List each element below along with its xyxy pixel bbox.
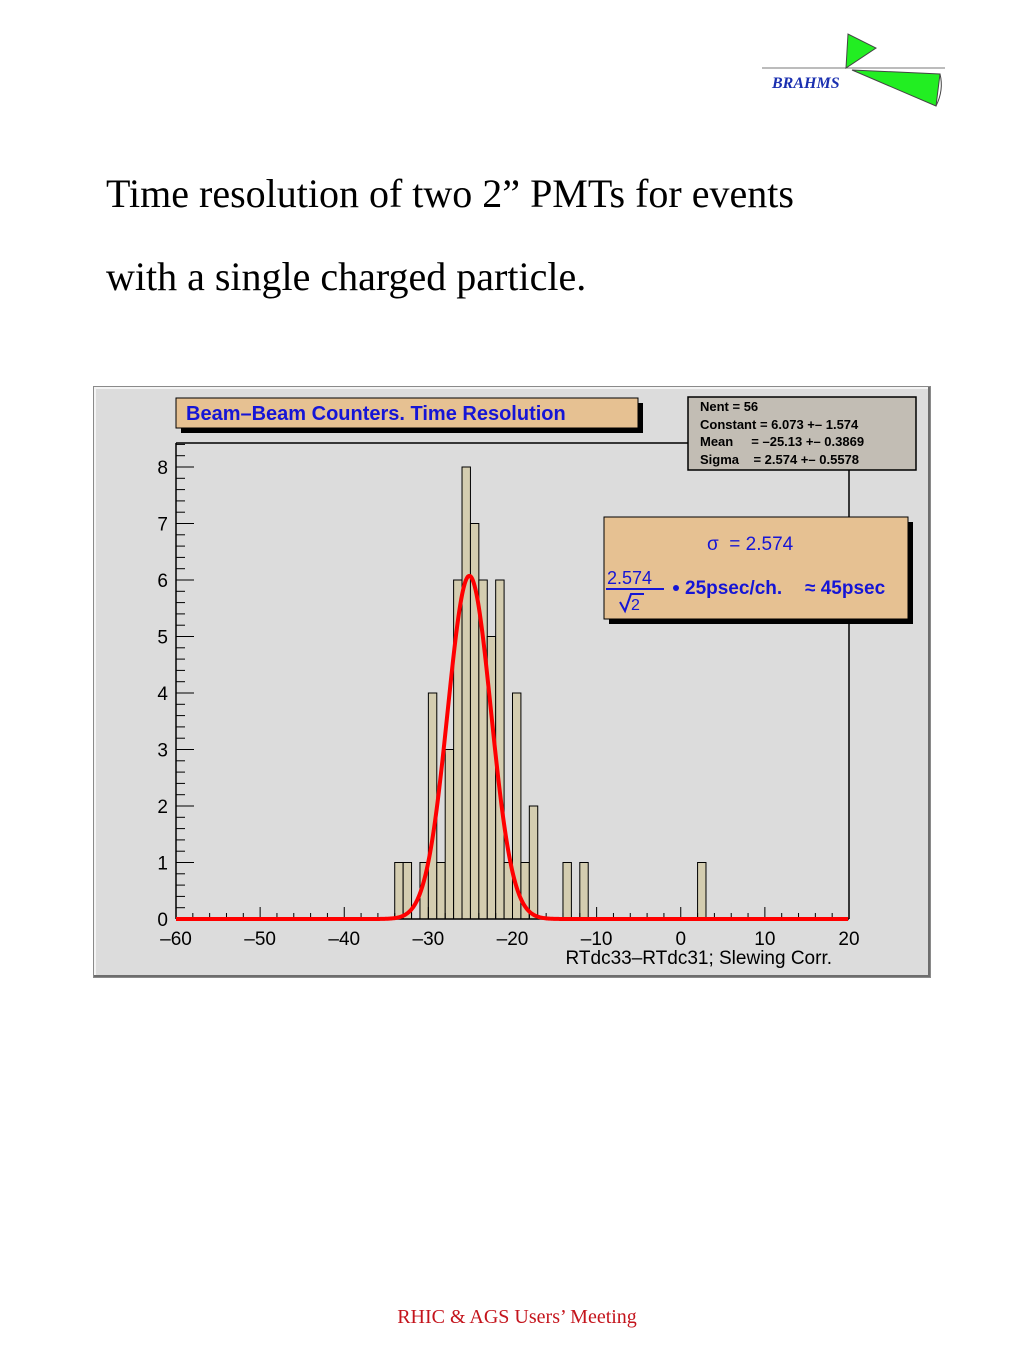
histogram-bar xyxy=(563,863,571,920)
x-tick-label: –10 xyxy=(580,929,613,950)
y-tick-label: 8 xyxy=(157,458,168,479)
x-tick-label: –30 xyxy=(412,929,445,950)
histogram-bar xyxy=(698,863,706,920)
y-tick-label: 2 xyxy=(157,797,168,818)
x-axis-label: RTdc33–RTdc31; Slewing Corr. xyxy=(565,948,832,969)
logo-upper-wedge xyxy=(846,34,876,68)
x-tick-label: –60 xyxy=(160,929,192,950)
annotation-sigma: σ = 2.574 xyxy=(707,534,794,555)
y-tick-label: 3 xyxy=(157,740,168,762)
annotation-denominator: 2 xyxy=(631,597,640,614)
annotation-numerator: 2.574 xyxy=(607,568,653,588)
plot-canvas xyxy=(93,386,931,978)
annotation-result: ≈ 45psec xyxy=(805,578,886,599)
y-tick-label: 5 xyxy=(157,627,168,649)
brahms-logo xyxy=(760,30,950,115)
stats-constant: Constant = 6.073 +– 1.574 xyxy=(700,417,859,432)
x-tick-label: –20 xyxy=(496,929,529,950)
chart-title: Beam–Beam Counters. Time Resolution xyxy=(186,403,566,425)
y-tick-label: 0 xyxy=(157,910,168,931)
y-tick-label: 6 xyxy=(157,571,168,592)
y-tick-label: 7 xyxy=(157,514,168,536)
histogram-bar xyxy=(462,467,470,919)
histogram-bar xyxy=(395,863,403,920)
x-tick-label: –50 xyxy=(244,929,276,950)
annotation-factor: 25psec/ch. xyxy=(685,578,783,599)
x-tick-label: 20 xyxy=(838,929,860,950)
brahms-logo-text: BRAHMS xyxy=(772,75,840,92)
footer-meeting-name: RHIC & AGS Users’ Meeting xyxy=(397,1306,637,1328)
histogram-bar xyxy=(580,863,588,920)
stats-nent: Nent = 56 xyxy=(700,399,759,414)
histogram-bar xyxy=(529,806,537,919)
histogram-chart xyxy=(94,387,930,977)
annotation-dot xyxy=(673,585,679,591)
stats-mean: Mean = –25.13 +– 0.3869 xyxy=(700,434,865,449)
heading-line-1: Time resolution of two 2” PMTs for events xyxy=(106,171,794,216)
histogram-bar xyxy=(445,750,453,920)
heading-line-2: with a single charged particle. xyxy=(106,254,587,299)
y-tick-label: 1 xyxy=(157,853,168,875)
histogram-bar xyxy=(437,863,445,920)
stats-sigma: Sigma = 2.574 +– 0.5578 xyxy=(700,452,860,467)
y-tick-label: 4 xyxy=(157,684,168,705)
x-tick-label: 10 xyxy=(754,929,776,950)
x-tick-label: 0 xyxy=(675,929,687,950)
x-tick-label: –40 xyxy=(328,929,361,950)
logo-lower-wedge xyxy=(852,70,940,106)
